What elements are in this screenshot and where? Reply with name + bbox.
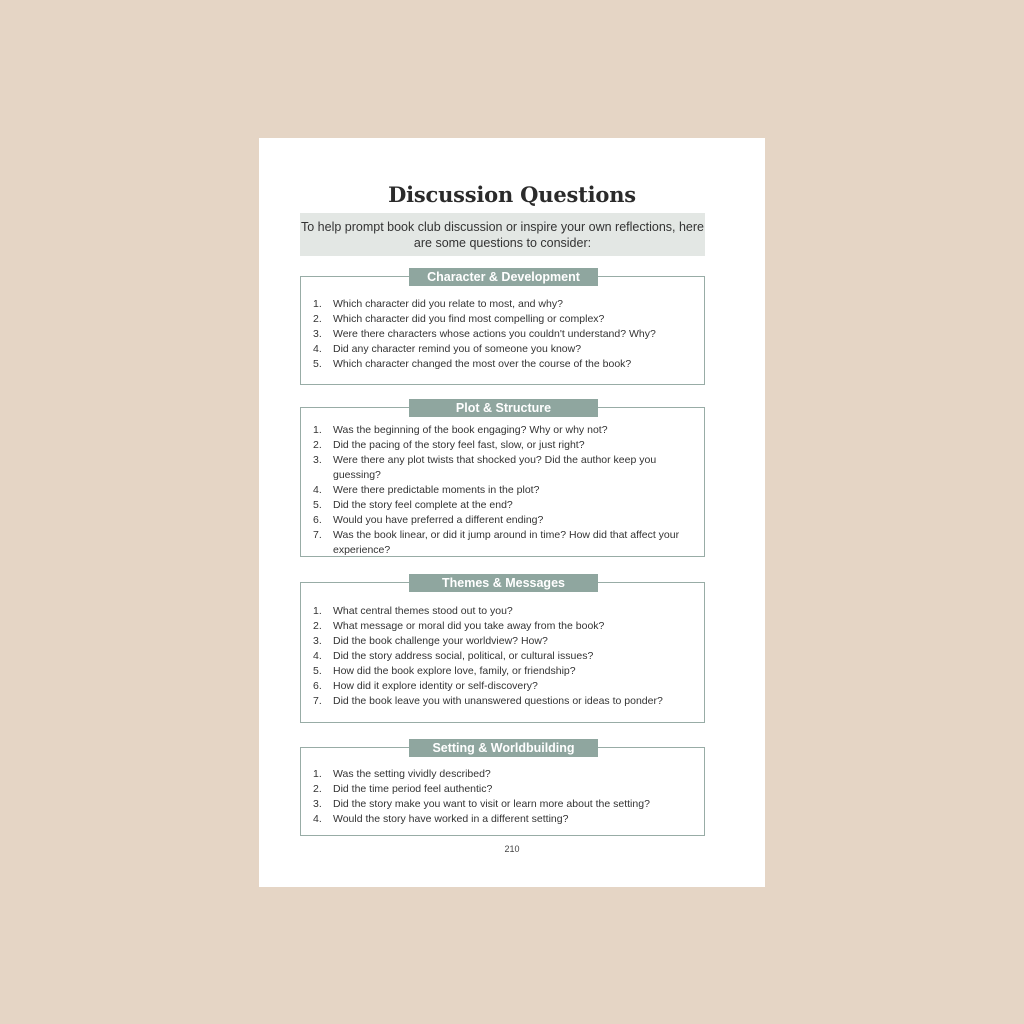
list-item xyxy=(313,619,700,634)
item-number: 1. xyxy=(313,768,322,780)
section-heading: Themes & Messages xyxy=(409,574,598,592)
question-text: What message or moral did you take away from the book? xyxy=(333,620,605,632)
question-text: Would the story have worked in a different setting? xyxy=(333,813,569,825)
question-text: Was the setting vividly described? xyxy=(333,768,491,780)
section-heading: Plot & Structure xyxy=(409,399,598,417)
question-text: Were there characters whose actions you couldn't understand? Why? xyxy=(333,328,656,340)
list-item xyxy=(313,604,700,619)
list-item xyxy=(313,357,700,372)
item-number: 1. xyxy=(313,424,322,436)
question-text: Did the book challenge your worldview? How? xyxy=(333,635,548,647)
item-number: 2. xyxy=(313,439,322,451)
question-text: Did the story make you want to visit or learn more about the setting? xyxy=(333,798,650,810)
document-page xyxy=(259,138,765,887)
question-text: Which character did you relate to most, and why? xyxy=(333,298,563,310)
item-number: 6. xyxy=(313,514,322,526)
item-number: 5. xyxy=(313,665,322,677)
question-text: Did the time period feel authentic? xyxy=(333,783,493,795)
question-text: Did the story address social, political, or cultural issues? xyxy=(333,650,594,662)
list-item xyxy=(313,453,700,483)
item-number: 4. xyxy=(313,343,322,355)
list-item xyxy=(313,782,700,797)
list-item xyxy=(313,528,700,558)
item-number: 3. xyxy=(313,454,322,466)
list-item xyxy=(313,513,700,528)
question-text: Would you have preferred a different ending? xyxy=(333,514,544,526)
list-item xyxy=(313,327,700,342)
item-number: 4. xyxy=(313,813,322,825)
question-list xyxy=(313,767,700,827)
item-number: 3. xyxy=(313,328,322,340)
item-number: 6. xyxy=(313,680,322,692)
item-number: 1. xyxy=(313,605,322,617)
question-text: Did the book leave you with unanswered questions or ideas to ponder? xyxy=(333,695,663,707)
intro-box: To help prompt book club discussion or inspire your own reflections, here are some questions to consider: xyxy=(300,213,705,256)
section-character-development xyxy=(300,270,705,385)
list-item xyxy=(313,679,700,694)
item-number: 3. xyxy=(313,635,322,647)
item-number: 2. xyxy=(313,313,322,325)
list-item xyxy=(313,498,700,513)
item-number: 5. xyxy=(313,499,322,511)
question-text: Was the book linear, or did it jump around in time? How did that affect your experience? xyxy=(333,529,680,556)
section-plot-structure xyxy=(300,401,705,557)
question-text: How did the book explore love, family, or friendship? xyxy=(333,665,576,677)
section-heading: Setting & Worldbuilding xyxy=(409,739,598,757)
question-text: Did any character remind you of someone you know? xyxy=(333,343,582,355)
page-number: 210 xyxy=(504,844,520,854)
list-item xyxy=(313,664,700,679)
item-number: 4. xyxy=(313,484,322,496)
section-heading: Character & Development xyxy=(409,268,598,286)
list-item xyxy=(313,797,700,812)
question-list xyxy=(313,297,700,372)
question-text: Which character changed the most over the course of the book? xyxy=(333,358,632,370)
list-item xyxy=(313,423,700,438)
item-number: 4. xyxy=(313,650,322,662)
question-text: Did the pacing of the story feel fast, slow, or just right? xyxy=(333,439,585,451)
question-list xyxy=(313,423,700,558)
item-number: 1. xyxy=(313,298,322,310)
question-list xyxy=(313,604,700,709)
list-item xyxy=(313,483,700,498)
item-number: 7. xyxy=(313,529,322,541)
list-item xyxy=(313,342,700,357)
item-number: 2. xyxy=(313,620,322,632)
item-number: 5. xyxy=(313,358,322,370)
question-text: How did it explore identity or self-discovery? xyxy=(333,680,538,692)
question-text: What central themes stood out to you? xyxy=(333,605,513,617)
item-number: 7. xyxy=(313,695,322,707)
page-title: Discussion Questions xyxy=(388,182,636,207)
question-text: Did the story feel complete at the end? xyxy=(333,499,513,511)
question-text: Which character did you find most compelling or complex? xyxy=(333,313,605,325)
question-text: Was the beginning of the book engaging? Why or why not? xyxy=(333,424,608,436)
list-item xyxy=(313,297,700,312)
list-item xyxy=(313,812,700,827)
list-item xyxy=(313,649,700,664)
list-item xyxy=(313,767,700,782)
list-item xyxy=(313,438,700,453)
item-number: 2. xyxy=(313,783,322,795)
section-setting-worldbuilding xyxy=(300,741,705,836)
item-number: 3. xyxy=(313,798,322,810)
question-text: Were there any plot twists that shocked you? Did the author keep you guessing? xyxy=(333,454,657,481)
section-themes-messages xyxy=(300,576,705,723)
list-item xyxy=(313,634,700,649)
question-text: Were there predictable moments in the plot? xyxy=(333,484,540,496)
list-item xyxy=(313,312,700,327)
list-item xyxy=(313,694,700,709)
